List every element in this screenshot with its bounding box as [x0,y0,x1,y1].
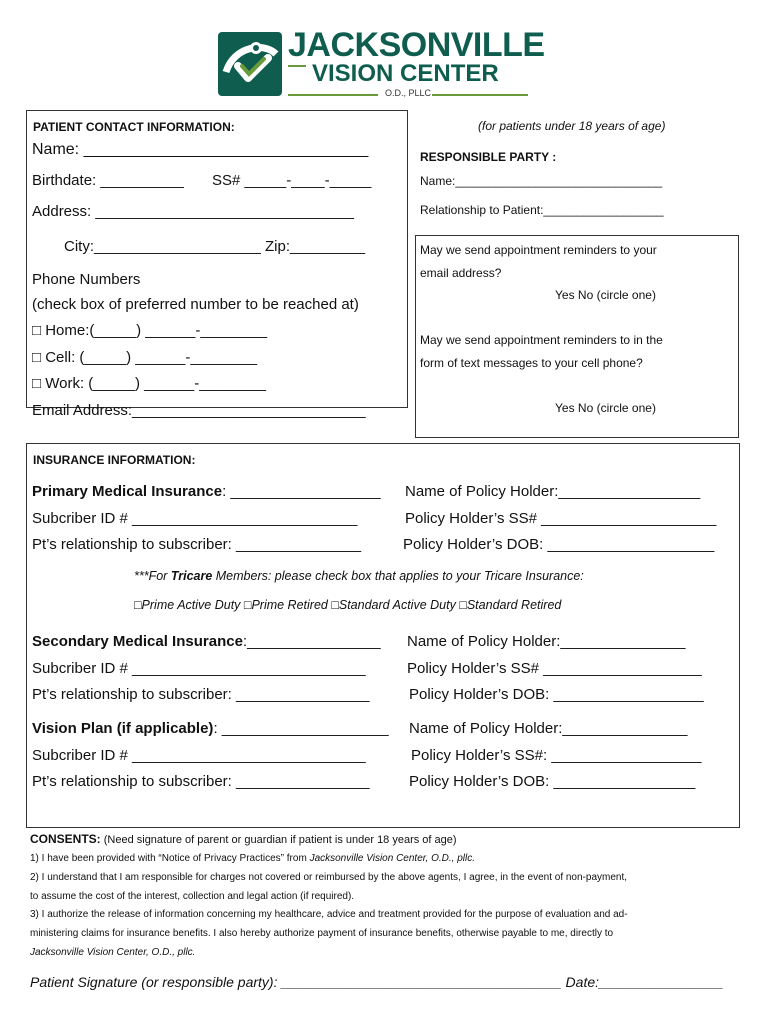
secondary-holder-name-field[interactable]: Name of Policy Holder:_______________ [407,633,686,650]
city-zip-field[interactable]: City:____________________ Zip:_________ [64,238,366,255]
consent-1-text: 1) I have been provided with “Notice of Privacy Practices” from [30,853,310,864]
responsible-name-field[interactable]: Name:_______________________________ [420,174,663,188]
consent-3-line-2: ministering claims for insurance benefits. I also hereby authorize payment of insurance benefits, otherwise payable to me, directly to [30,928,614,939]
email-reminder-question-1: May we send appointment reminders to your [420,243,657,257]
phone-heading: Phone Numbers [32,271,141,288]
consent-2-line-2: to assume the cost of the interest, collection and legal action (if required). [30,891,355,902]
primary-insurance-field[interactable] [32,483,381,500]
consents-heading: CONSENTS: [30,832,101,846]
secondary-holder-ss-field[interactable]: Policy Holder’s SS# ___________________ [407,660,702,677]
primary-insurance-blank: : __________________ [222,483,381,500]
primary-holder-ss-field[interactable]: Policy Holder’s SS# _____________________ [405,510,717,527]
patient-name-field[interactable]: Name: ________________________________ [32,141,369,158]
consents-heading-line [30,832,457,846]
eye-logo-icon [218,32,282,96]
logo-line3: O.D., PLLC [385,88,432,98]
address-field[interactable]: Address: _______________________________ [32,203,354,220]
logo-line1: JACKSONVILLE [288,26,545,64]
insurance-heading: INSURANCE INFORMATION: [33,453,196,467]
signature-field[interactable]: Patient Signature (or responsible party): ____________________________________ Date:________________ [30,974,724,990]
vision-holder-ss-field[interactable]: Policy Holder’s SS#: __________________ [411,747,702,764]
secondary-insurance-blank: :________________ [242,633,381,650]
primary-subscriber-id-field[interactable]: Subcriber ID # ___________________________ [32,510,358,527]
primary-holder-dob-field[interactable]: Policy Holder’s DOB: ____________________ [403,536,715,553]
email-reminder-answer[interactable]: Yes No (circle one) [555,288,656,302]
primary-relationship-field[interactable]: Pt’s relationship to subscriber: _______________ [32,536,362,553]
secondary-relationship-field[interactable]: Pt’s relationship to subscriber: ________________ [32,686,370,703]
vision-relationship-field[interactable]: Pt’s relationship to subscriber: ________________ [32,773,370,790]
logo-rule-2 [288,94,378,96]
work-phone-field[interactable]: □ Work: (_____) ______-________ [32,375,266,392]
vision-subscriber-id-field[interactable]: Subcriber ID # ____________________________ [32,747,366,764]
secondary-insurance-label: Secondary Medical Insurance [32,633,243,650]
email-reminder-question-2: email address? [420,266,502,280]
primary-holder-name-field[interactable]: Name of Policy Holder:_________________ [405,483,701,500]
tricare-post: Members: please check box that applies to your Tricare Insurance: [212,569,584,583]
birthdate-field[interactable]: Birthdate: __________ [32,172,184,189]
vision-plan-label: Vision Plan (if applicable) [32,720,214,737]
consent-1-italic: Jacksonville Vision Center, O.D., pllc. [309,853,476,864]
tricare-options[interactable]: □Prime Active Duty □Prime Retired □Standard Active Duty □Standard Retired [134,598,562,612]
primary-insurance-label: Primary Medical Insurance [32,483,223,500]
secondary-subscriber-id-field[interactable]: Subcriber ID # ____________________________ [32,660,366,677]
email-field[interactable]: Email Address:____________________________ [32,402,366,419]
consent-3-line-3: Jacksonville Vision Center, O.D., pllc. [30,947,196,958]
secondary-insurance-field[interactable] [32,633,381,650]
logo-rule-3 [432,94,528,96]
consent-2-line-1: 2) I understand that I am responsible for charges not covered or reimbursed by the above agents, I agree, in the event of non-payment, [30,872,628,883]
logo-line2: VISION CENTER [312,60,499,87]
tricare-word: Tricare [170,569,213,583]
vision-plan-field[interactable] [32,720,389,737]
ss-field[interactable]: SS# _____-____-_____ [212,172,372,189]
patient-heading: PATIENT CONTACT INFORMATION: [33,120,235,134]
text-reminder-answer[interactable]: Yes No (circle one) [555,401,656,415]
tricare-pre: ***For [134,569,171,583]
phone-note: (check box of preferred number to be reached at) [32,296,359,313]
responsible-heading: RESPONSIBLE PARTY : [420,150,557,164]
consent-1 [30,853,475,864]
logo-rule-1 [288,65,306,67]
consents-heading-note: (Need signature of parent or guardian if patient is under 18 years of age) [100,834,457,846]
responsible-note: (for patients under 18 years of age) [478,119,666,133]
vision-plan-blank: : ____________________ [213,720,389,737]
home-phone-field[interactable]: □ Home:(_____) ______-________ [32,322,268,339]
responsible-relationship-field[interactable]: Relationship to Patient:__________________ [420,203,664,217]
vision-holder-dob-field[interactable]: Policy Holder’s DOB: _________________ [409,773,696,790]
text-reminder-question-1: May we send appointment reminders to in the [420,333,663,347]
cell-phone-field[interactable]: □ Cell: (_____) ______-________ [32,349,258,366]
consent-3-line-1: 3) I authorize the release of information concerning my healthcare, advice and treatment provided for the purpose of evaluation and ad- [30,909,628,920]
vision-holder-name-field[interactable]: Name of Policy Holder:_______________ [409,720,688,737]
tricare-instruction [134,569,584,583]
secondary-holder-dob-field[interactable]: Policy Holder’s DOB: __________________ [409,686,704,703]
text-reminder-question-2: form of text messages to your cell phone? [420,356,643,370]
